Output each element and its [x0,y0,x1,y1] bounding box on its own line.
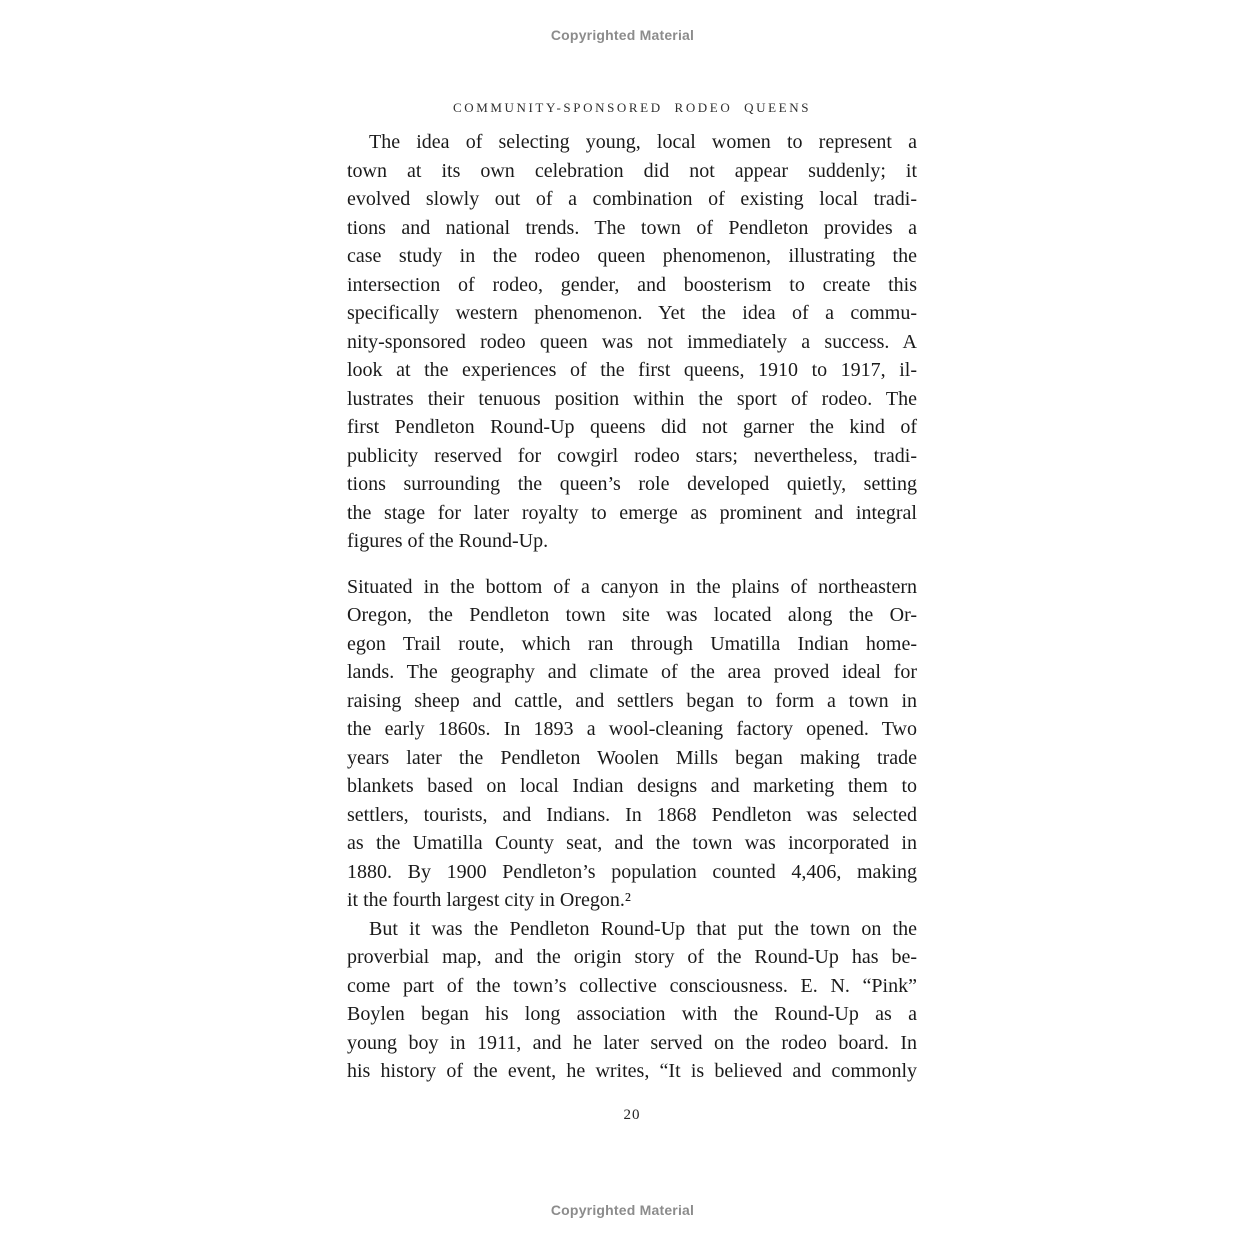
text-line: evolved slowly out of a combination of existing local tradi- [347,188,917,210]
text-line: nity-sponsored rodeo queen was not immediately a success. A [347,330,917,353]
paragraph [347,573,917,915]
text-line: figures of the Round-Up. [347,530,549,552]
copyright-notice-top: Copyrighted Material [550,27,695,43]
text-block [347,128,917,1086]
text-line: the stage for later royalty to emerge as prominent and integral [347,501,917,524]
text-line: egon Trail route, which ran through Umatilla Indian home- [347,632,917,655]
text-line: case study in the rodeo queen phenomenon, illustrating the [347,245,917,267]
text-line: publicity reserved for cowgirl rodeo stars; nevertheless, tradi- [347,444,917,467]
text-line: come part of the town’s collective consciousness. E. N. “Pink” [347,974,917,997]
text-line: years later the Pendleton Woolen Mills began making trade [347,746,917,769]
text-line: raising sheep and cattle, and settlers began to form a town in [347,689,917,712]
text-line: tions and national trends. The town of Pendleton provides a [347,216,917,239]
text-line: town at its own celebration did not appear suddenly; it [347,159,917,182]
text-line: lands. The geography and climate of the area proved ideal for [347,661,917,683]
text-line: his history of the event, he writes, “It is believed and commonly [347,1060,917,1082]
copyright-notice-bottom: Copyrighted Material [550,1202,695,1218]
text-line: intersection of rodeo, gender, and boosterism to create this [347,273,917,296]
text-line: it the fourth largest city in Oregon.² [347,889,631,911]
page-number: 20 [623,1107,641,1123]
text-line: settlers, tourists, and Indians. In 1868 Pendleton was selected [347,803,917,826]
text-line: first Pendleton Round-Up queens did not garner the kind of [347,416,917,438]
text-line: The idea of selecting young, local women to represent a [369,131,917,153]
text-line: proverbial map, and the origin story of the Round-Up has be- [347,946,917,968]
text-line: young boy in 1911, and he later served on the rodeo board. In [347,1031,917,1054]
text-line: tions surrounding the queen’s role developed quietly, setting [347,473,917,495]
text-line: Boylen began his long association with the Round-Up as a [347,1003,917,1025]
text-line: specifically western phenomenon. Yet the idea of a commu- [347,302,917,324]
text-line: Oregon, the Pendleton town site was located along the Or- [347,604,917,626]
text-line: the early 1860s. In 1893 a wool-cleaning factory opened. Two [347,718,917,740]
paragraph [347,915,917,1086]
text-line: as the Umatilla County seat, and the town was incorporated in [347,832,917,854]
text-line: 1880. By 1900 Pendleton’s population counted 4,406, making [347,860,917,883]
paragraph [347,128,917,556]
text-line: Situated in the bottom of a canyon in the plains of northeastern [347,575,917,598]
text-line: But it was the Pendleton Round-Up that put the town on the [369,917,917,940]
text-line: look at the experiences of the first queens, 1910 to 1917, il- [347,359,917,381]
running-head: COMMUNITY-SPONSORED RODEO QUEENS [452,100,812,115]
text-line: blankets based on local Indian designs and marketing them to [347,775,917,797]
text-line: lustrates their tenuous position within the sport of rodeo. The [347,387,917,410]
